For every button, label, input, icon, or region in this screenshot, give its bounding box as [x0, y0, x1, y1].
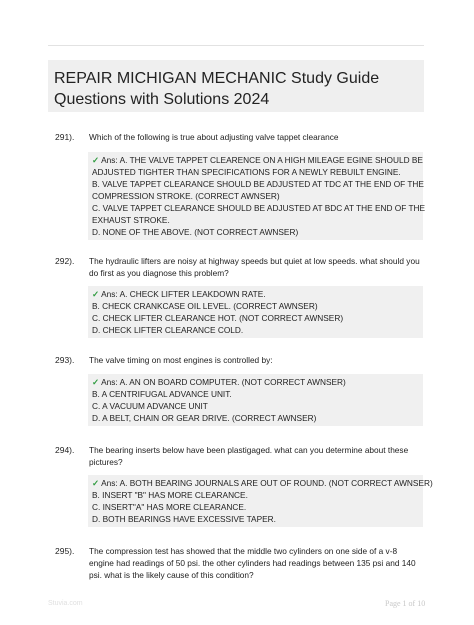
answer-line: COMPRESSION STROKE. (CORRECT AWNSER): [92, 191, 280, 201]
answer-line: ✓ Ans: A. CHECK LIFTER LEAKDOWN RATE.: [92, 289, 266, 299]
answer-line: B. CHECK CRANKCASE OIL LEVEL. (CORRECT AWNSER): [92, 301, 318, 311]
answer-line: C. A VACUUM ADVANCE UNIT: [92, 401, 208, 411]
answer-line: ✓ Ans: A. BOTH BEARING JOURNALS ARE OUT OF ROUND. (NOT CORRECT AWNSER): [92, 478, 433, 488]
answer-line: B. A CENTRIFUGAL ADVANCE UNIT.: [92, 389, 232, 399]
question-number: 292).: [55, 256, 75, 266]
answer-line: ✓ Ans: A. AN ON BOARD COMPUTER. (NOT CORRECT AWNSER): [92, 377, 346, 387]
footer-watermark: Stuvia.com: [48, 600, 83, 607]
top-divider: [48, 45, 424, 46]
question-text: The valve timing on most engines is controlled by:: [89, 355, 273, 365]
answer-line: B. VALVE TAPPET CLEARANCE SHOULD BE ADJUSTED AT TDC AT THE END OF THE: [92, 179, 424, 189]
question-text: The compression test has showed that the middle two cylinders on one side of a v-8 engine had readings of 50 psi. the other cylinders had readings between 135 psi and 140 psi. what is the likely cause of this condition?: [89, 546, 416, 580]
answer-box: [88, 475, 433, 527]
answer-line: C. CHECK LIFTER CLEARANCE HOT. (NOT CORRECT AWNSER): [92, 313, 344, 323]
document-title-line-2: Questions with Solutions 2024: [54, 91, 270, 108]
check-icon: ✓: [92, 155, 100, 165]
answer-box: [88, 374, 423, 426]
answer-line: B. INSERT "B" HAS MORE CLEARANCE.: [92, 490, 248, 500]
document-title-block: [48, 60, 424, 112]
answer-line: EXHAUST STROKE.: [92, 215, 170, 225]
answer-line: C. VALVE TAPPET CLEARANCE SHOULD BE ADJUSTED AT BDC AT THE END OF THE: [92, 203, 426, 213]
question-text: The bearing inserts below have been plastigaged. what can you determine about these pictures?: [89, 445, 409, 467]
page-number: Page 1 of 10: [385, 599, 426, 608]
question-text: Which of the following is true about adjusting valve tappet clearance: [89, 132, 339, 142]
answer-line: D. A BELT, CHAIN OR GEAR DRIVE. (CORRECT AWNSER): [92, 413, 317, 423]
answer-line: D. CHECK LIFTER CLEARANCE COLD.: [92, 325, 244, 335]
question-number: 293).: [55, 355, 75, 365]
question-number: 291).: [55, 132, 75, 142]
answer-line: ADJUSTED TIGHTER THAN SPECIFICATIONS FOR A NEWLY REBUILT ENGINE.: [92, 167, 401, 177]
answer-line: ✓ Ans: A. THE VALVE TAPPET CLEARENCE ON A HIGH MILEAGE EGINE SHOULD BE: [92, 155, 423, 165]
answer-line: D. NONE OF THE ABOVE. (NOT CORRECT AWNSER): [92, 227, 299, 237]
check-icon: ✓: [92, 377, 100, 387]
document-title-line-1: REPAIR MICHIGAN MECHANIC Study Guide: [54, 70, 380, 87]
question-number: 294).: [55, 445, 75, 455]
answer-line: D. BOTH BEARINGS HAVE EXCESSIVE TAPER.: [92, 514, 276, 524]
answer-box: [88, 286, 423, 338]
question-text: The hydraulic lifters are noisy at highway speeds but quiet at low speeds. what should you do first as you diagnose this problem?: [89, 256, 420, 278]
answer-box: [88, 152, 426, 240]
check-icon: ✓: [92, 478, 100, 488]
answer-line: C. INSERT"A" HAS MORE CLEARANCE.: [92, 502, 247, 512]
question-number: 295).: [55, 546, 75, 556]
check-icon: ✓: [92, 289, 100, 299]
